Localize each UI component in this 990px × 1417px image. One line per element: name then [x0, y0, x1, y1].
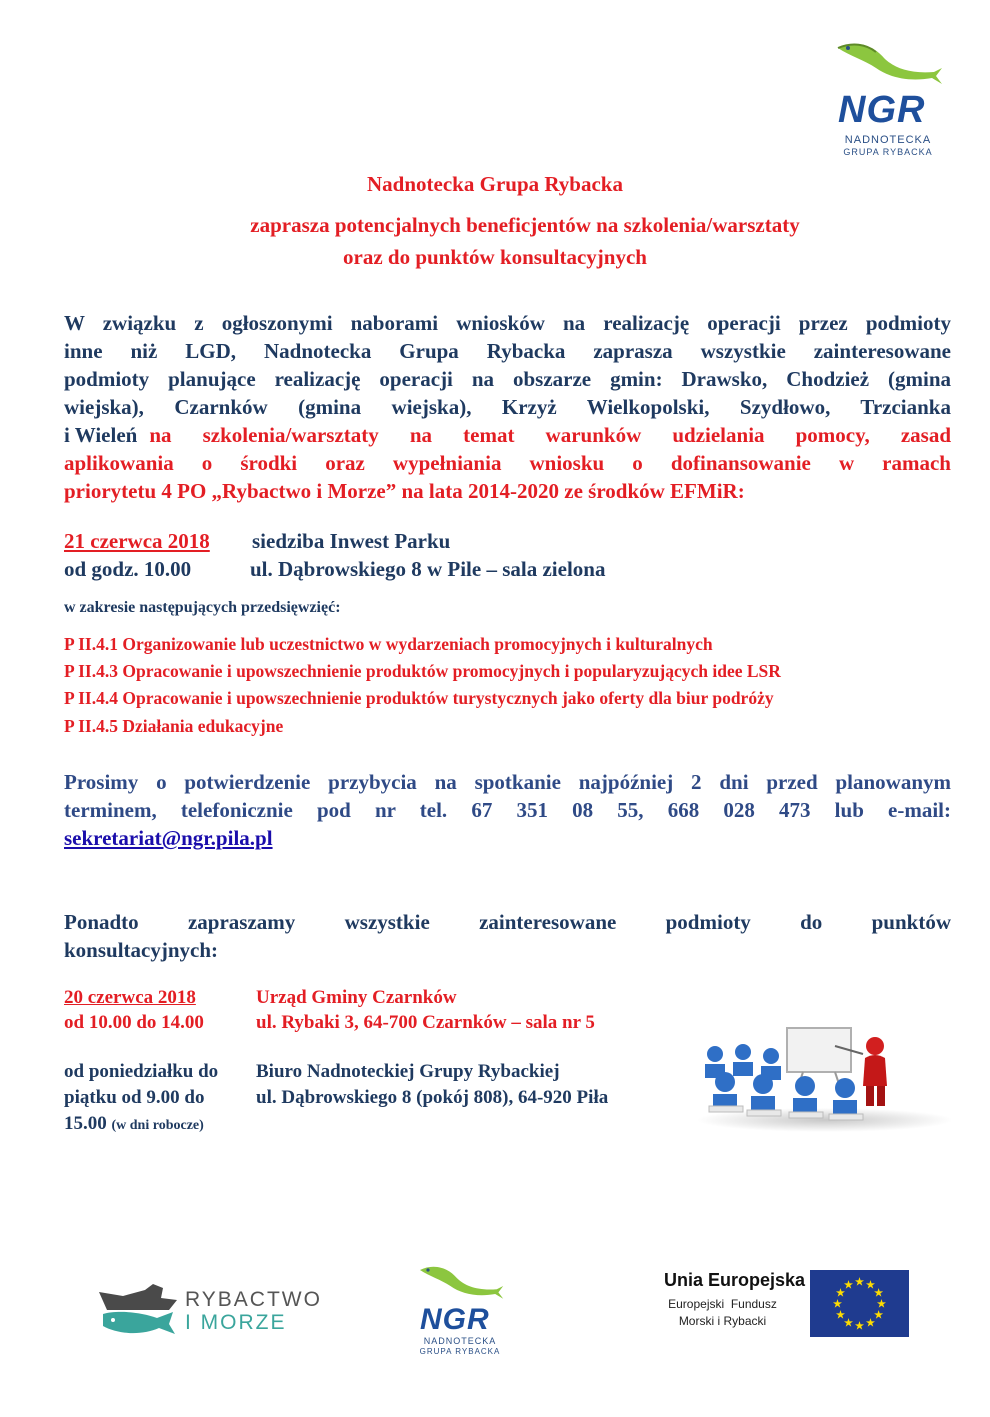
eu-line-2: Morski i Rybacki: [678, 1314, 767, 1328]
confirm-line-1: Prosimy o potwierdzenie przybycia na spotkanie najpóźniej 2 dni przed planowanym: [64, 770, 951, 794]
consult-1-date: 20 czerwca 2018: [64, 987, 196, 1008]
event-time: od godz. 10.00: [64, 557, 192, 581]
ngr-footer-sub-2: GRUPA RYBACKA: [419, 1347, 501, 1356]
eu-star-icon: ★: [833, 1299, 842, 1310]
ngr-footer-letters: NGR: [420, 1303, 490, 1336]
ngr-footer-sub-1: NADNOTECKA: [423, 1336, 497, 1346]
confirm-line-2: terminem, telefonicznie pod nr tel. 67 351 08 55, 668 028 473 lub e-mail:: [64, 798, 951, 822]
intro-line-1: W związku z ogłoszonymi naborami wniosków na realizację operacji przez podmioty: [64, 311, 951, 335]
rim-line-2: I MORZE: [185, 1311, 287, 1334]
eu-star-icon: ★: [855, 1277, 864, 1288]
eu-star-icon: ★: [835, 1288, 845, 1299]
eu-star-icon: ★: [877, 1299, 886, 1310]
ngr-letters: NGR: [838, 89, 926, 131]
eu-star-icon: ★: [844, 1279, 853, 1291]
intro-line-7: priorytetu 4 PO „Rybactwo i Morze” na lata 2014-2020 ze środków EFMiR:: [64, 479, 745, 503]
consult-2-place: Biuro Nadnoteckiej Grupy Rybackiej: [256, 1061, 560, 1082]
intro-line-5: [64, 421, 951, 449]
scope-item-2: P II.4.3 Opracowanie i upowszechnienie produktów promocyjnych i popularyzujących idee LSR: [64, 661, 781, 681]
consult-2-when-2: piątku od 9.00 do: [64, 1087, 205, 1108]
intro-line-2: inne niż LGD, Nadnotecka Grupa Rybacka zaprasza wszystkie zainteresowane: [64, 339, 951, 363]
consult-2-when-3: 15.00: [64, 1113, 107, 1134]
intro-line-5-navy: i Wieleń: [64, 423, 138, 447]
consult-2-when: [64, 1059, 218, 1139]
consult-1-address: ul. Rybaki 3, 64-700 Czarnków – sala nr 5: [256, 1012, 595, 1033]
eu-line-1: Europejski Fundusz: [668, 1297, 777, 1311]
page-title: Nadnotecka Grupa Rybacka: [367, 172, 623, 196]
intro-line-6: aplikowania o środki oraz wypełniania wniosku o dofinansowanie w ramach: [64, 451, 951, 475]
intro-line-5-red: [149, 421, 951, 449]
eu-star-icon: ★: [866, 1279, 875, 1291]
consult-2-where: [256, 1059, 608, 1111]
page-subtitle-2: oraz do punktów konsultacyjnych: [343, 245, 647, 269]
consult-1-time: od 10.00 do 14.00: [64, 1012, 204, 1033]
eu-star-icon: ★: [874, 1310, 884, 1321]
eu-text-block: [640, 1270, 805, 1340]
eu-star-icon: ★: [844, 1318, 853, 1330]
consult-intro-line-1: Ponadto zapraszamy wszystkie zainteresowane podmioty do punktów: [64, 910, 951, 934]
ship-fish-icon: [97, 1282, 179, 1338]
eu-star-icon: ★: [866, 1318, 875, 1330]
page-subtitle-1: zaprasza potencjalnych beneficjentów na szkolenia/warsztaty: [250, 213, 800, 237]
scope-label: w zakresie następujących przedsięwzięć:: [64, 599, 341, 616]
event-address: ul. Dąbrowskiego 8 w Pile – sala zielona: [250, 557, 606, 581]
rim-line-1: RYBACTWO: [185, 1288, 322, 1311]
confirm-paragraph: [64, 768, 951, 852]
scope-item-3: P II.4.4 Opracowanie i upowszechnienie produktów turystycznych jako oferty dla biur podróży: [64, 688, 774, 708]
consult-1-place: Urząd Gminy Czarnków: [256, 987, 457, 1008]
training-illustration: [685, 1020, 951, 1132]
rybactwo-i-morze-logo: [97, 1282, 322, 1342]
intro-line-3: podmioty planujące realizację operacji na obszarze gmin: Drawsko, Chodzież (gmina: [64, 367, 951, 391]
eu-star-icon: ★: [855, 1321, 864, 1332]
consult-2-address: ul. Dąbrowskiego 8 (pokój 808), 64-920 Piła: [256, 1087, 609, 1108]
consult-intro-line-2: konsultacyjnych:: [64, 938, 219, 962]
intro-line-5-red-text: na szkolenia/warsztaty na temat warunków udzielania pomocy, zasad: [149, 423, 951, 447]
eu-star-icon: ★: [835, 1310, 845, 1321]
scope-item-4: P II.4.5 Działania edukacyjne: [64, 716, 284, 736]
consult-intro: [64, 908, 951, 964]
event-place: siedziba Inwest Parku: [252, 529, 451, 553]
ngr-subtitle-2: GRUPA RYBACKA: [843, 147, 933, 157]
intro-paragraph: [64, 309, 951, 505]
ngr-subtitle-1: NADNOTECKA: [844, 134, 932, 146]
intro-line-4: wiejska), Czarnków (gmina wiejska), Krzyż Wielkopolski, Szydłowo, Trzcianka: [64, 395, 951, 419]
scope-item-1: P II.4.1 Organizowanie lub uczestnictwo w wydarzeniach promocyjnych i kulturalnych: [64, 634, 713, 654]
event-date: 21 czerwca 2018: [64, 529, 210, 553]
consult-2-when-1: od poniedziałku do: [64, 1061, 219, 1082]
eu-star-icon: ★: [874, 1288, 884, 1299]
eu-title: Unia Europejska: [663, 1270, 805, 1290]
ngr-logo-top: [832, 38, 944, 163]
email-link[interactable]: sekretariat@ngr.pila.pl: [64, 826, 273, 850]
ngr-logo-footer: [414, 1262, 506, 1358]
eu-flag-icon: [810, 1270, 909, 1337]
consult-2-when-note: (w dni robocze): [111, 1118, 204, 1133]
